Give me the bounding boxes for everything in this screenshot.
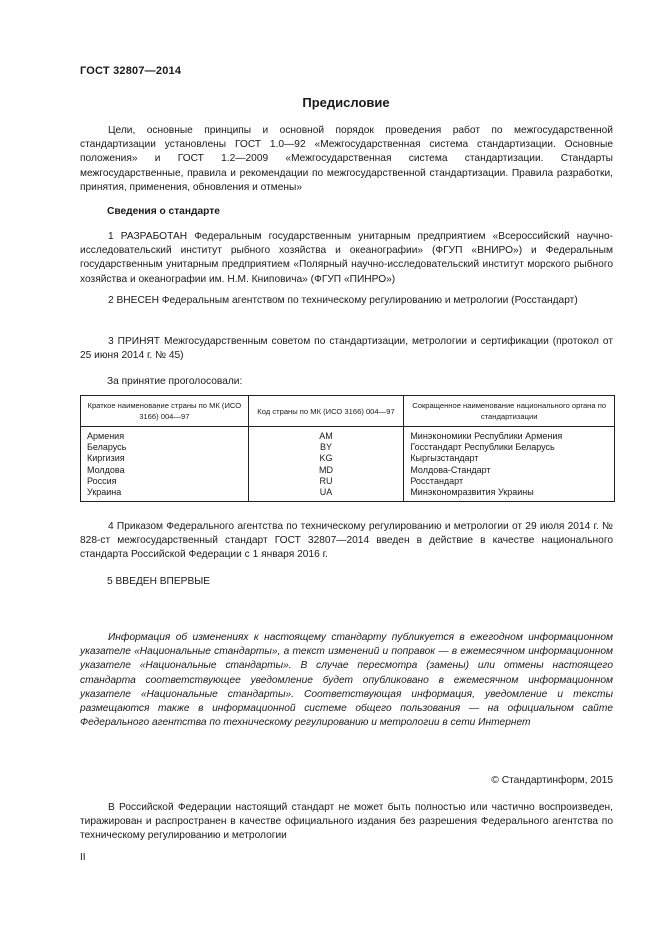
reproduction-note: В Российской Федерации настоящий стандарт не может быть полностью или частично воспроизведен, тиражирован и распространен в качестве официального издания без разрешения Федерального агентства по техническому регулированию и метрологии <box>80 802 613 842</box>
country-cell: Беларусь <box>81 442 249 453</box>
intro-paragraph: Цели, основные принципы и основной порядок проведения работ по межгосударственной стандартизации установлены ГОСТ 1.0—92 «Межгосударственная система стандартизации. Основные положения» и ГОСТ 1.2—2009 «Межгосударственная система стандартизации. Стандарты межгосударственные, правила и рекомендации по межгосударственной стандартизации. Правила разработки, принятия, применения, обновления и отмены» <box>80 125 613 193</box>
voting-table <box>80 395 615 502</box>
document-header: ГОСТ 32807—2014 <box>80 65 182 77</box>
column-header-code: Код страны по МК (ИСО 3166) 004—97 <box>248 396 404 427</box>
body-cell: Минэкономики Республики Армения <box>404 427 615 443</box>
table-row <box>81 476 615 487</box>
table-row <box>81 465 615 476</box>
copyright: © Стандартинформ, 2015 <box>491 775 613 786</box>
item-4-paragraph: 4 Приказом Федерального агентства по техническому регулированию и метрологии от 29 июля 2014 г. № 828-ст межгосударственный стандарт ГОСТ 32807—2014 введен в действие в качестве национального стандарта Российской Федерации с 1 января 2016 г. <box>80 521 613 561</box>
item-3-paragraph: 3 ПРИНЯТ Межгосударственным советом по стандартизации, метрологии и сертификации (протокол от 25 июня 2014 г. № 45) <box>80 336 613 362</box>
page-number: II <box>80 852 86 863</box>
item-1-paragraph: 1 РАЗРАБОТАН Федеральным государственным унитарным предприятием «Всероссийский научно-исследовательский институт рыбного хозяйства и океанографии» (ФГУП «ВНИРО») и Федеральным государственным унитарным предприятием «Полярный научно-исследовательский институт морского рыбного хозяйства и океанографии им. Н.М. Книповича» (ФГУП «ПИНРО») <box>80 231 613 285</box>
code-cell: MD <box>248 465 404 476</box>
country-cell: Россия <box>81 476 249 487</box>
country-cell: Армения <box>81 427 249 443</box>
voted-label: За принятие проголосовали: <box>107 376 243 387</box>
code-cell: RU <box>248 476 404 487</box>
code-cell: BY <box>248 442 404 453</box>
table-row <box>81 487 615 502</box>
code-cell: UA <box>248 487 404 502</box>
item-2-paragraph: 2 ВНЕСЕН Федеральным агентством по техническому регулированию и метрологии (Росстандарт) <box>108 295 578 306</box>
table-row <box>81 427 615 443</box>
table-header-row <box>81 396 615 427</box>
body-cell: Кыргызстандарт <box>404 453 615 464</box>
table-row <box>81 453 615 464</box>
column-header-country: Краткое наименование страны по МК (ИСО 3166) 004—97 <box>81 396 249 427</box>
column-header-body: Сокращенное наименование национального органа по стандартизации <box>404 396 615 427</box>
body-cell: Молдова-Стандарт <box>404 465 615 476</box>
code-cell: KG <box>248 453 404 464</box>
body-cell: Росстандарт <box>404 476 615 487</box>
item-5-paragraph: 5 ВВЕДЕН ВПЕРВЫЕ <box>107 576 211 587</box>
page-title: Предисловие <box>302 95 390 110</box>
country-cell: Украина <box>81 487 249 502</box>
code-cell: AM <box>248 427 404 443</box>
body-cell: Госстандарт Республики Беларусь <box>404 442 615 453</box>
standard-info-heading: Сведения о стандарте <box>107 206 220 217</box>
info-note: Информация об изменениях к настоящему стандарту публикуется в ежегодном информационном указателе «Национальные стандарты», а текст изменений и поправок — в ежемесячном информационном указателе «Национальные стандарты». В случае пересмотра (замены) или отмены настоящего стандарта соответствующее уведомление будет опубликовано в ежемесячном информационном указателе «Национальные стандарты». Соответствующая информация, уведомление и тексты размещаются также в информационной системе общего пользования — на официальном сайте Федерального агентства по техническому регулированию и метрологии в сети Интернет <box>80 632 613 729</box>
country-cell: Молдова <box>81 465 249 476</box>
body-cell: Минэкономразвития Украины <box>404 487 615 502</box>
country-cell: Киргизия <box>81 453 249 464</box>
table-row <box>81 442 615 453</box>
